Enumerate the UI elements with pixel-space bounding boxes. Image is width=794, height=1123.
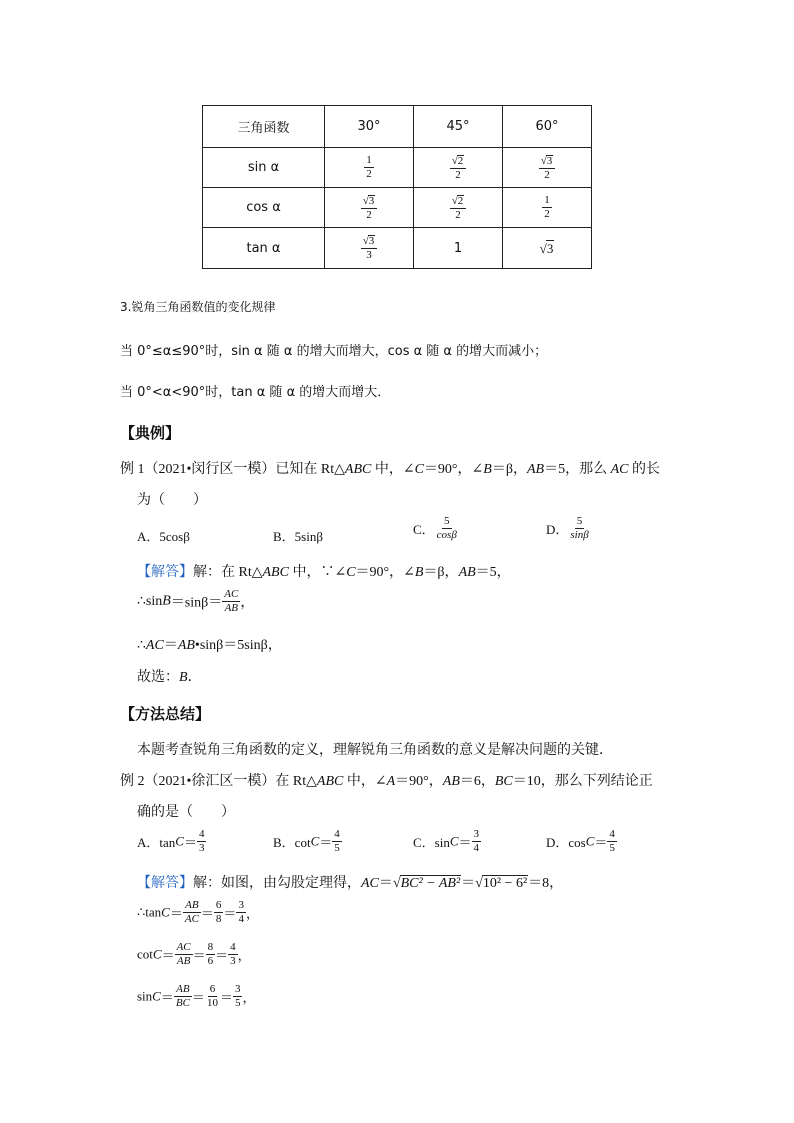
option-a: A．5cosβ xyxy=(137,529,190,544)
table-row xyxy=(203,148,592,188)
table-cell: 1 xyxy=(414,228,503,269)
table-cell: $\frac{1}{2}$ xyxy=(325,148,414,188)
table-header-row xyxy=(203,106,592,148)
row-label: sin α xyxy=(203,148,325,188)
example-1-solution-3: ∴AC＝AB•sinβ＝5sinβ， xyxy=(137,638,282,653)
option-b: B．cotC＝ $\frac{4}{5}$ xyxy=(273,828,340,854)
example-2-tan: ∴tanC＝ $\frac{AB}{AC}$ ＝ $\frac{6}{8}$ ＝ $\frac{3}{4}$ ， xyxy=(137,899,259,925)
table-cell: $\frac{√3}{2}$ xyxy=(503,148,592,188)
table-cell: $\frac{1}{2}$ xyxy=(503,188,592,228)
table-row xyxy=(203,228,592,269)
option-c: C．sinC＝ $\frac{3}{4}$ xyxy=(413,828,480,854)
header-cell: 三角函数 xyxy=(203,106,325,148)
example-1-solution-1: 【解答】解：在 Rt△ABC 中，∵∠C＝90°，∠B＝β，AB＝5， xyxy=(137,565,511,580)
table-cell: $\frac{√2}{2}$ xyxy=(414,148,503,188)
table-cell: $\frac{√3}{2}$ xyxy=(325,188,414,228)
option-d: D．cosC＝ $\frac{4}{5}$ xyxy=(546,828,615,854)
example-1-answer: 故选：B． xyxy=(137,670,202,685)
method-heading: 【方法总结】 xyxy=(120,705,211,723)
example-2-sin: sinC＝ $\frac{AB}{BC}$ ＝ $\frac{6}{10}$ ＝ $\frac{3}{5}$ ， xyxy=(137,983,256,1009)
header-cell: 60° xyxy=(503,106,592,148)
example-1-question: 例 1（2021•闵行区一模）已知在 Rt△ABC 中，∠C＝90°，∠B＝β，AB＝5，那么 AC 的长 xyxy=(120,462,660,477)
option-a: A．tanC＝ $\frac{4}{3}$ xyxy=(137,828,205,854)
table-cell: √3 xyxy=(503,228,592,269)
option-c: C． $\frac{5}{\cos\beta}$ xyxy=(413,515,457,541)
table-row xyxy=(203,188,592,228)
rule-line-1: 当 0°≤α≤90°时，sin α 随 α 的增大而增大，cos α 随 α 的增大而减小； xyxy=(120,344,548,359)
example-1-solution-2: ∴sinB＝sinβ＝ $\frac{AC}{AB}$ ， xyxy=(137,588,255,614)
example-2-cot: cotC＝ $\frac{AC}{AB}$ ＝ $\frac{8}{6}$ ＝ $\frac{4}{3}$ ， xyxy=(137,941,251,967)
example-heading: 【典例】 xyxy=(120,424,181,442)
header-cell: 45° xyxy=(414,106,503,148)
table-cell: $\frac{√2}{2}$ xyxy=(414,188,503,228)
table-cell: $\frac{√3}{3}$ xyxy=(325,228,414,269)
rule-line-2: 当 0°<α<90°时，tan α 随 α 的增大而增大． xyxy=(120,385,391,400)
example-2-solution-1: 【解答】解：如图，由勾股定理得，AC＝√BC² − AB²＝√10² − 6²＝8， xyxy=(137,876,564,891)
row-label: cos α xyxy=(203,188,325,228)
example-1-question-cont: 为（ ） xyxy=(137,493,207,508)
row-label: tan α xyxy=(203,228,325,269)
example-2-question: 例 2（2021•徐汇区一模）在 Rt△ABC 中，∠A＝90°，AB＝6，BC＝10，那么下列结论正 xyxy=(120,774,653,789)
header-cell: 30° xyxy=(325,106,414,148)
section-title: 3.锐角三角函数值的变化规律 xyxy=(120,300,276,314)
example-2-question-cont: 确的是（ ） xyxy=(137,805,235,820)
method-text: 本题考查锐角三角函数的定义，理解锐角三角函数的意义是解决问题的关键． xyxy=(137,743,613,758)
option-b: B．5sinβ xyxy=(273,529,323,544)
option-d: D． $\frac{5}{\sin\beta}$ xyxy=(546,515,589,541)
trig-values-table xyxy=(202,105,592,269)
